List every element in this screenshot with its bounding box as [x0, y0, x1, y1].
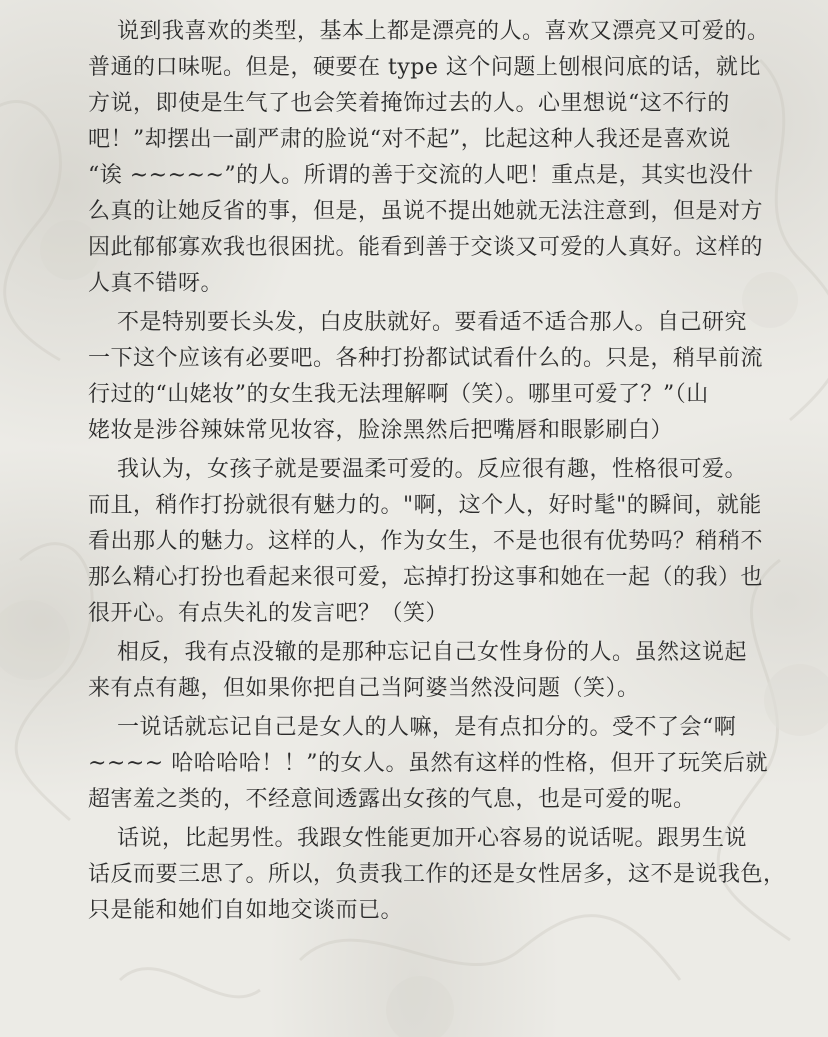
text-line: 一下这个应该有必要吧。各种打扮都试试看什么的。只是，稍早前流 [88, 346, 764, 371]
text-line: 超害羞之类的，不经意间透露出女孩的气息，也是可爱的呢。 [88, 787, 696, 812]
text-line: 说到我喜欢的类型，基本上都是漂亮的人。喜欢又漂亮又可爱的。 [117, 19, 770, 44]
text-line: 来有点有趣，但如果你把自己当阿婆当然没问题（笑）。 [88, 676, 640, 701]
text-line: 因此郁郁寡欢我也很困扰。能看到善于交谈又可爱的人真好。这样的 [88, 235, 764, 260]
text-line: 么真的让她反省的事，但是，虽说不提出她就无法注意到，但是对方 [88, 199, 764, 224]
text-line: 我认为，女孩子就是要温柔可爱的。反应很有趣，性格很可爱。 [117, 457, 748, 482]
paragraph [88, 308, 764, 446]
text-line: 姥妆是涉谷辣妹常见妆容，脸涂黑然后把嘴唇和眼影刷白） [88, 418, 674, 443]
paragraph [88, 713, 768, 815]
text-line: 很开心。有点失礼的发言吧？（笑） [88, 601, 449, 626]
article-body [88, 17, 786, 935]
text-line: “诶 ~~~~~”的人。所谓的善于交流的人吧！重点是，其实也没什 [88, 163, 754, 188]
text-line: ~~~~ 哈哈哈哈！！”的女人。虽然有这样的性格，但开了玩笑后就 [88, 751, 768, 776]
text-line: 一说话就忘记自己是女人的人嘛，是有点扣分的。受不了会“啊 [117, 715, 737, 740]
text-line: 人真不错呀。 [88, 271, 224, 296]
text-line: 话说，比起男性。我跟女性能更加开心容易的说话呢。跟男生说 [117, 826, 748, 851]
text-line: 话反而要三思了。所以，负责我工作的还是女性居多，这不是说我色， [88, 862, 786, 887]
text-line: 吧！”却摆出一副严肃的脸说“对不起”，比起这种人我还是喜欢说 [88, 127, 731, 152]
paragraph [88, 455, 764, 629]
text-line: 相反，我有点没辙的是那种忘记自己女性身份的人。虽然这说起 [117, 640, 748, 665]
text-line: 而且，稍作打扮就很有魅力的。"啊，这个人，好时髦"的瞬间，就能 [88, 493, 762, 518]
text-line: 那么精心打扮也看起来很可爱，忘掉打扮这事和她在一起（的我）也 [88, 565, 764, 590]
text-line: 看出那人的魅力。这样的人，作为女生，不是也很有优势吗？稍稍不 [88, 529, 764, 554]
text-line: 只是能和她们自如地交谈而已。 [88, 898, 404, 923]
text-line: 方说，即使是生气了也会笑着掩饰过去的人。心里想说“这不行的 [88, 91, 730, 116]
paragraph [88, 17, 770, 299]
paragraph [88, 824, 786, 926]
text-line: 普通的口味呢。但是，硬要在 type 这个问题上刨根问底的话，就比 [88, 55, 761, 80]
paragraph [88, 638, 748, 704]
text-line: 不是特别要长头发，白皮肤就好。要看适不适合那人。自己研究 [117, 310, 748, 335]
text-line: 行过的“山姥妆”的女生我无法理解啊（笑）。哪里可爱了？”（山 [88, 382, 709, 407]
